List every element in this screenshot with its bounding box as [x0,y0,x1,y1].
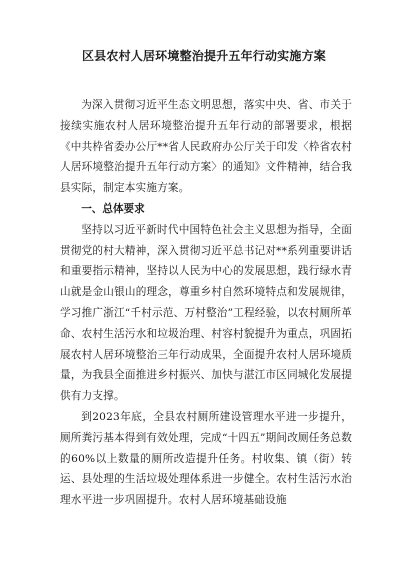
section-heading-general-requirements: 一、总体要求 [81,202,145,215]
intro-paragraph: 为深入贯彻习近平生态文明思想，落实中央、省、市关于接续实施农村人居环境整治提升五年行动的部署要求，根据《中共枠省委办公厅**省人民政府办公厅关于印发〈枠省农村人居环境整治提升五年行动方案〉的通知》文件精神，结合我县实际，制定本实施方案。 [60,99,352,195]
document-body [60,95,352,511]
document-title: 区县农村人居环境整治提升五年行动实施方案 [81,49,326,63]
goal-paragraph: 到2023年底，全县农村厕所建设管理水平进一步提升，厕所粪污基本得到有效处理，完成“十四五”期间改厕任务总数的60%以上数量的厕所改造提升任务。村收集、镇（街）转运、县处理的生活垃圾处理体系进一步健全。农村生活污水治理水平进一步巩固提升。农村人居环境基础设施 [60,410,352,507]
general-requirements-paragraph: 坚持以习近平新时代中国特色社会主义思想为指导，全面贯彻党的村大精神，深入贯彻习近平总书记对**系列重要讲话和重要指示精神，坚持以人民为中心的发展思想，践行绿水青山就是金山银山的理念，尊重乡村自然环境特点和发展规律，学习推广浙江“千村示范、万村整治”工程经验，以农村厕所革命、农村生活污水和垃圾治理、村容村貌提升为重点，巩固拓展农村人居环境整治三年行动成果，全面提升农村人居环境质量，为我县全面推进乡村振兴、加快与湛江市区同城化发展提供有力支撑。 [60,223,352,403]
